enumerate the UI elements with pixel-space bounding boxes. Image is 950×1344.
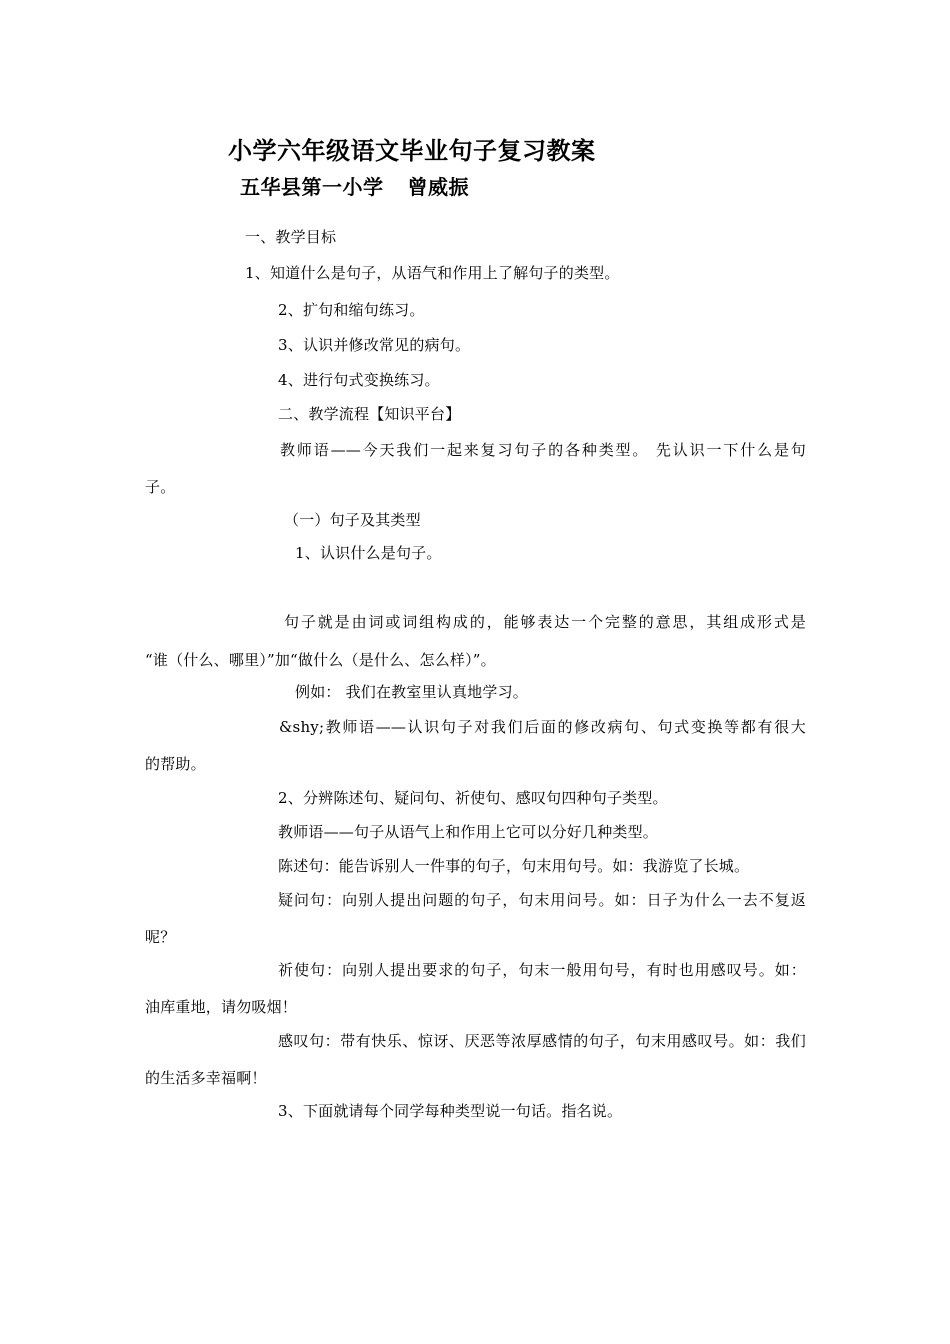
objective-item: 4、进行句式变换练习。 bbox=[278, 371, 440, 389]
author-name: 曾威振 bbox=[407, 175, 469, 199]
objective-item: 3、认识并修改常见的病句。 bbox=[278, 336, 471, 354]
objective-item: 2、扩句和缩句练习。 bbox=[278, 301, 425, 319]
paragraph-line: 陈述句：能告诉别人一件事的句子，句末用句号。如：我游览了长城。 bbox=[278, 857, 750, 875]
school-name: 五华县第一小学 bbox=[240, 175, 384, 199]
paragraph-line: 祈使句：向别人提出要求的句子，句末一般用句号，有时也用感叹号。如： bbox=[278, 961, 806, 979]
paragraph-line: 教师语——今天我们一起来复习句子的各种类型。 先认识一下什么是句 bbox=[280, 441, 806, 459]
paragraph-line: 感叹句：带有快乐、惊讶、厌恶等浓厚感情的句子，句末用感叹号。如：我们 bbox=[278, 1032, 806, 1050]
list-item: 1、认识什么是句子。 bbox=[295, 544, 442, 562]
paragraph-line: 油库重地，请勿吸烟！ bbox=[145, 998, 298, 1016]
subsection-heading: （一）句子及其类型 bbox=[284, 511, 421, 529]
list-item: 3、下面就请每个同学每种类型说一句话。指名说。 bbox=[278, 1102, 623, 1120]
paragraph-line: “谁（什么、哪里）”加“做什么（是什么、怎么样）”。 bbox=[145, 651, 496, 669]
paragraph-line: &shy;教师语——认识句子对我们后面的修改病句、句式变换等都有很大 bbox=[279, 718, 806, 736]
paragraph-line: 呢？ bbox=[145, 928, 176, 946]
paragraph-line: 的生活多幸福啊！ bbox=[145, 1069, 267, 1087]
section-heading-process: 二、教学流程【知识平台】 bbox=[278, 405, 461, 423]
objective-item: 1、知道什么是句子，从语气和作用上了解句子的类型。 bbox=[245, 264, 620, 282]
author-line bbox=[240, 174, 469, 200]
example-line: 例如： 我们在教室里认真地学习。 bbox=[295, 683, 528, 701]
paragraph-line: 教师语——句子从语气上和作用上它可以分好几种类型。 bbox=[278, 823, 659, 841]
paragraph-line: 的帮助。 bbox=[145, 755, 206, 773]
list-item: 2、分辨陈述句、疑问句、祈使句、感叹句四种句子类型。 bbox=[278, 789, 668, 807]
section-heading-objectives: 一、教学目标 bbox=[245, 228, 337, 246]
paragraph-line: 疑问句：向别人提出问题的句子，句末用问号。如：日子为什么一去不复返 bbox=[278, 891, 806, 909]
paragraph-line: 句子就是由词或词组构成的，能够表达一个完整的意思，其组成形式是 bbox=[284, 613, 806, 631]
document-title: 小学六年级语文毕业句子复习教案 bbox=[228, 136, 596, 165]
paragraph-line: 子。 bbox=[145, 478, 176, 496]
